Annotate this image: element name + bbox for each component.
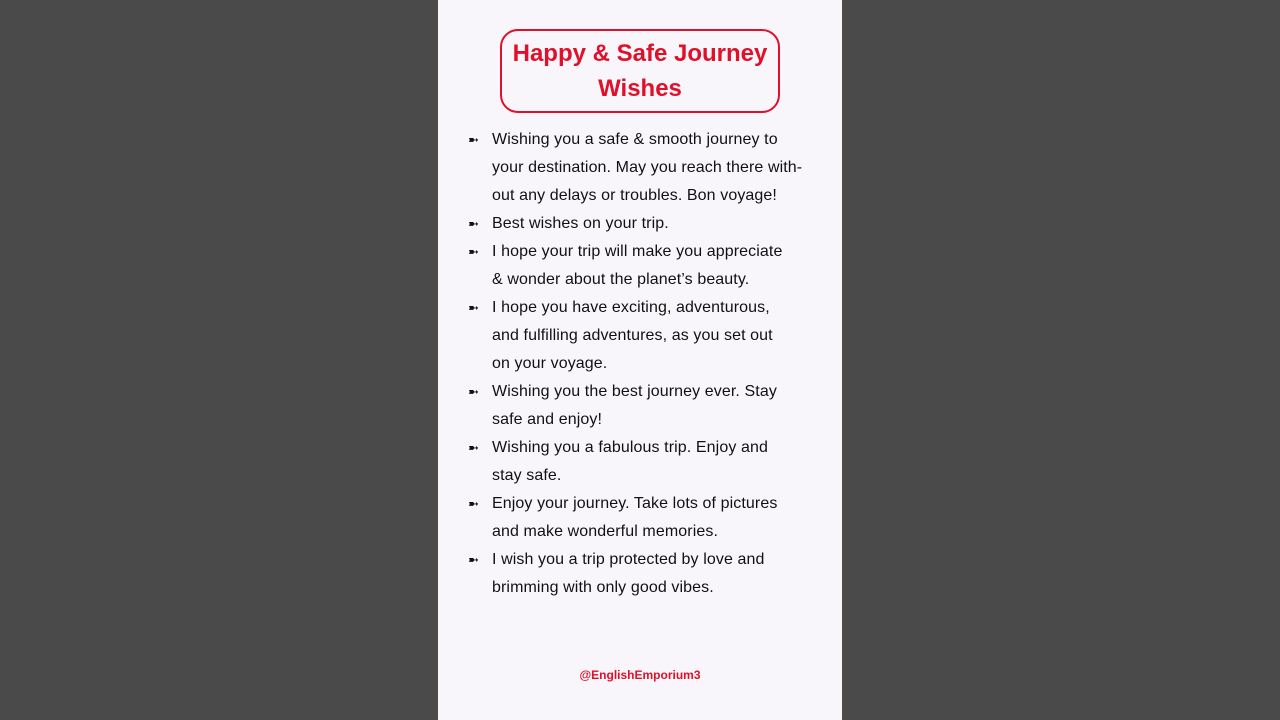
arrow-bullet-icon: ➼ [468,300,479,315]
list-item [468,294,808,378]
wishes-card [438,0,842,720]
title-box [500,29,780,113]
channel-handle[interactable]: @EnglishEmporium3 [579,668,701,682]
blurred-background-right [842,0,1280,720]
wishes-list [468,126,808,602]
list-item [468,210,808,238]
item-text: I wish you a trip protected by love and brimming with only good vibes. [492,551,765,596]
list-item [468,490,808,546]
item-text: Enjoy your journey. Take lots of pictures and make wonderful memories. [492,495,778,540]
arrow-bullet-icon: ➼ [468,216,479,231]
list-item [468,546,808,602]
list-item [468,434,808,490]
list-item [468,126,808,210]
item-text: Best wishes on your trip. [492,215,669,232]
item-text: Wishing you the best journey ever. Stay safe and enjoy! [492,383,777,428]
arrow-bullet-icon: ➼ [468,244,479,259]
list-item [468,378,808,434]
arrow-bullet-icon: ➼ [468,132,479,147]
arrow-bullet-icon: ➼ [468,440,479,455]
item-text: I hope you have exciting, adventurous, and fulfilling adventures, as you set out on your voyage. [492,299,773,372]
item-text: Wishing you a fabulous trip. Enjoy and stay safe. [492,439,768,484]
item-text: I hope your trip will make you appreciate & wonder about the planet’s beauty. [492,243,783,288]
item-text: Wishing you a safe & smooth journey to your destination. May you reach there with- out any delays or troubles. Bon voyage! [492,131,803,204]
blurred-background-left [0,0,438,720]
arrow-bullet-icon: ➼ [468,496,479,511]
arrow-bullet-icon: ➼ [468,552,479,567]
arrow-bullet-icon: ➼ [468,384,479,399]
page-title: Happy & Safe Journey Wishes [512,40,768,102]
list-item [468,238,808,294]
